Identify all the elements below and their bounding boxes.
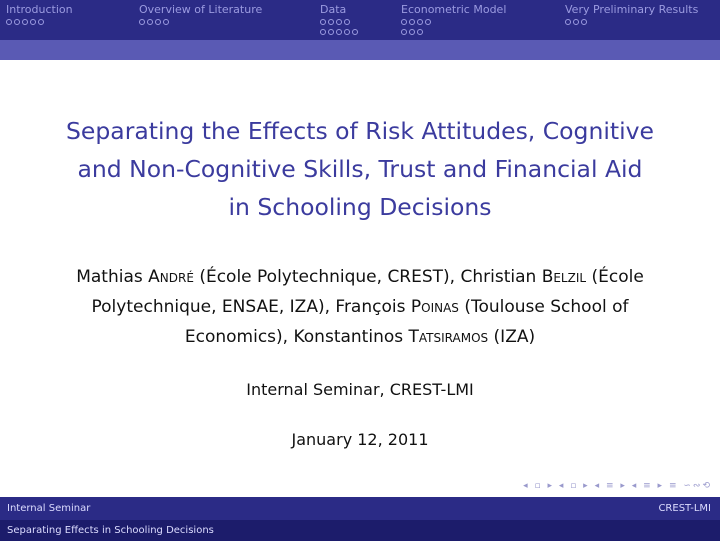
section-navigation bbox=[0, 3, 720, 39]
author-last-name: Tatsiramos bbox=[408, 327, 489, 347]
frame-dot-icon[interactable] bbox=[328, 29, 334, 35]
nav-section-econometric-model[interactable] bbox=[401, 3, 506, 39]
frame-dot-icon[interactable] bbox=[320, 29, 326, 35]
nav-section-icon[interactable]: ◂ ≡ ▸ bbox=[631, 481, 665, 491]
frame-dot-icon[interactable] bbox=[38, 19, 44, 25]
footer-event: Internal Seminar bbox=[7, 503, 91, 514]
author-last-name: André bbox=[148, 267, 194, 287]
frame-dot-icon[interactable] bbox=[336, 29, 342, 35]
seminar-name: Internal Seminar, CREST-LMI bbox=[246, 380, 474, 399]
beamer-navigation-controls[interactable] bbox=[523, 481, 712, 491]
nav-section-label[interactable]: Data bbox=[320, 3, 347, 16]
frame-dot-icon[interactable] bbox=[401, 29, 407, 35]
footer-short-title: Separating Effects in Schooling Decisions bbox=[7, 525, 214, 536]
frame-dots[interactable] bbox=[139, 19, 262, 27]
nav-search-icon[interactable]: ∽∾⟲ bbox=[683, 481, 712, 491]
nav-section-label[interactable]: Introduction bbox=[6, 3, 73, 16]
author-list bbox=[40, 262, 680, 352]
author-affiliation: (IZA) bbox=[493, 327, 536, 347]
footer-bar bbox=[0, 497, 720, 520]
frame-dot-icon[interactable] bbox=[14, 19, 20, 25]
nav-prev-subsection-icon[interactable]: ◂ ▫ ▸ bbox=[558, 481, 590, 491]
frame-dot-icon[interactable] bbox=[417, 19, 423, 25]
frame-dot-icon[interactable] bbox=[336, 19, 342, 25]
author-affiliation: (École Polytechnique, ENSAE, IZA), bbox=[91, 267, 644, 317]
frame-dot-icon[interactable] bbox=[417, 29, 423, 35]
nav-section-literature[interactable] bbox=[139, 3, 262, 39]
presentation-date: January 12, 2011 bbox=[291, 430, 429, 449]
author-first-name: Konstantinos bbox=[293, 327, 404, 347]
title-line: and Non-Cognitive Skills, Trust and Financial Aid bbox=[77, 155, 643, 183]
author-affiliation: (Toulouse School of Economics), bbox=[184, 297, 629, 347]
frame-dot-icon[interactable] bbox=[581, 19, 587, 25]
author-affiliation: (École Polytechnique, CREST), bbox=[199, 267, 456, 287]
author-first-name: Christian bbox=[460, 267, 537, 287]
nav-section-label[interactable]: Econometric Model bbox=[401, 3, 507, 16]
frame-dot-icon[interactable] bbox=[6, 19, 12, 25]
frame-dots[interactable] bbox=[565, 19, 698, 27]
frame-dot-icon[interactable] bbox=[320, 19, 326, 25]
nav-section-introduction[interactable] bbox=[6, 3, 73, 39]
nav-section-label[interactable]: Overview of Literature bbox=[139, 3, 263, 16]
nav-section-data[interactable] bbox=[320, 3, 359, 39]
frame-dot-icon[interactable] bbox=[147, 19, 153, 25]
frame-dot-icon[interactable] bbox=[344, 29, 350, 35]
frame-dots[interactable] bbox=[320, 19, 359, 27]
frame-dots[interactable] bbox=[401, 29, 506, 37]
frame-dot-icon[interactable] bbox=[565, 19, 571, 25]
frame-dot-icon[interactable] bbox=[409, 29, 415, 35]
author-last-name: Poinas bbox=[410, 297, 459, 317]
frame-dots[interactable] bbox=[6, 19, 73, 27]
frame-dot-icon[interactable] bbox=[409, 19, 415, 25]
frame-dots[interactable] bbox=[401, 19, 506, 27]
author-first-name: Mathias bbox=[76, 267, 143, 287]
frame-dot-icon[interactable] bbox=[22, 19, 28, 25]
presentation-title bbox=[0, 112, 720, 226]
title-line: Separating the Effects of Risk Attitudes, Cognitive bbox=[66, 117, 654, 145]
frame-dots[interactable] bbox=[320, 29, 359, 37]
author-first-name: François bbox=[335, 297, 406, 317]
frame-dot-icon[interactable] bbox=[139, 19, 145, 25]
frame-dot-icon[interactable] bbox=[30, 19, 36, 25]
frame-dot-icon[interactable] bbox=[573, 19, 579, 25]
frame-dot-icon[interactable] bbox=[155, 19, 161, 25]
frame-dot-icon[interactable] bbox=[401, 19, 407, 25]
frame-dot-icon[interactable] bbox=[163, 19, 169, 25]
title-line: in Schooling Decisions bbox=[228, 193, 492, 221]
footer-bar-bottom bbox=[0, 520, 720, 541]
frame-dot-icon[interactable] bbox=[344, 19, 350, 25]
nav-toc-icon[interactable]: ≡ bbox=[668, 481, 679, 491]
nav-section-label[interactable]: Very Preliminary Results bbox=[565, 3, 699, 16]
frame-dot-icon[interactable] bbox=[328, 19, 334, 25]
author-last-name: Belzil bbox=[541, 267, 587, 287]
frame-dot-icon[interactable] bbox=[352, 29, 358, 35]
frame-dot-icon[interactable] bbox=[425, 19, 431, 25]
nav-prev-section-icon[interactable]: ◂ ≡ ▸ bbox=[594, 481, 627, 491]
sub-navigation-bar bbox=[0, 40, 720, 60]
nav-prev-frame-icon[interactable]: ◂ ▫ ▸ bbox=[523, 481, 554, 491]
footer-institution: CREST-LMI bbox=[658, 503, 711, 514]
nav-section-preliminary-results[interactable] bbox=[565, 3, 698, 39]
